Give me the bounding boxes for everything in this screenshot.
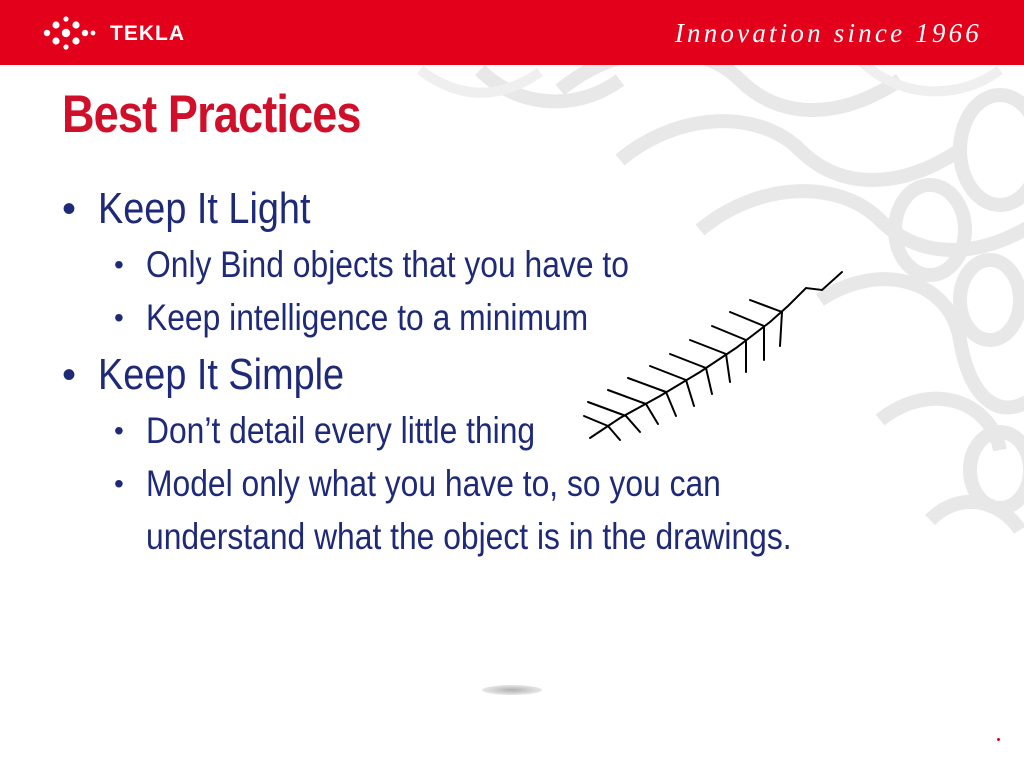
brand-name: TEKLA	[110, 21, 185, 45]
bullet-item	[62, 180, 962, 238]
bullet-glyph: •	[114, 415, 124, 446]
sub-bullet-text: Model only what you have to, so you can understand what the object is in the drawings.	[146, 463, 792, 557]
header-bar	[0, 0, 1024, 65]
bullet-glyph: •	[114, 249, 124, 280]
sub-bullet-text: Don’t detail every little thing	[146, 410, 536, 451]
tekla-logo	[42, 16, 185, 50]
bullet-glyph: •	[62, 187, 77, 231]
tekla-logo-icon	[42, 16, 96, 50]
decorative-shadow	[482, 685, 542, 695]
bullet-glyph: •	[114, 468, 124, 499]
sub-bullet-text: Only Bind objects that you have to	[146, 244, 629, 285]
fishbone-sketch-illustration	[560, 260, 860, 450]
bullet-text: Keep It Light	[98, 184, 311, 233]
bullet-glyph: •	[62, 353, 77, 397]
slide-title: Best Practices	[62, 85, 361, 144]
sub-bullet-text: Keep intelligence to a minimum	[146, 297, 589, 338]
bullet-text: Keep It Simple	[98, 350, 345, 399]
tagline: Innovation since 1966	[674, 18, 982, 48]
sub-bullet-item	[114, 457, 962, 563]
bullet-glyph: •	[114, 302, 124, 333]
page-marker-dot	[997, 738, 1000, 741]
